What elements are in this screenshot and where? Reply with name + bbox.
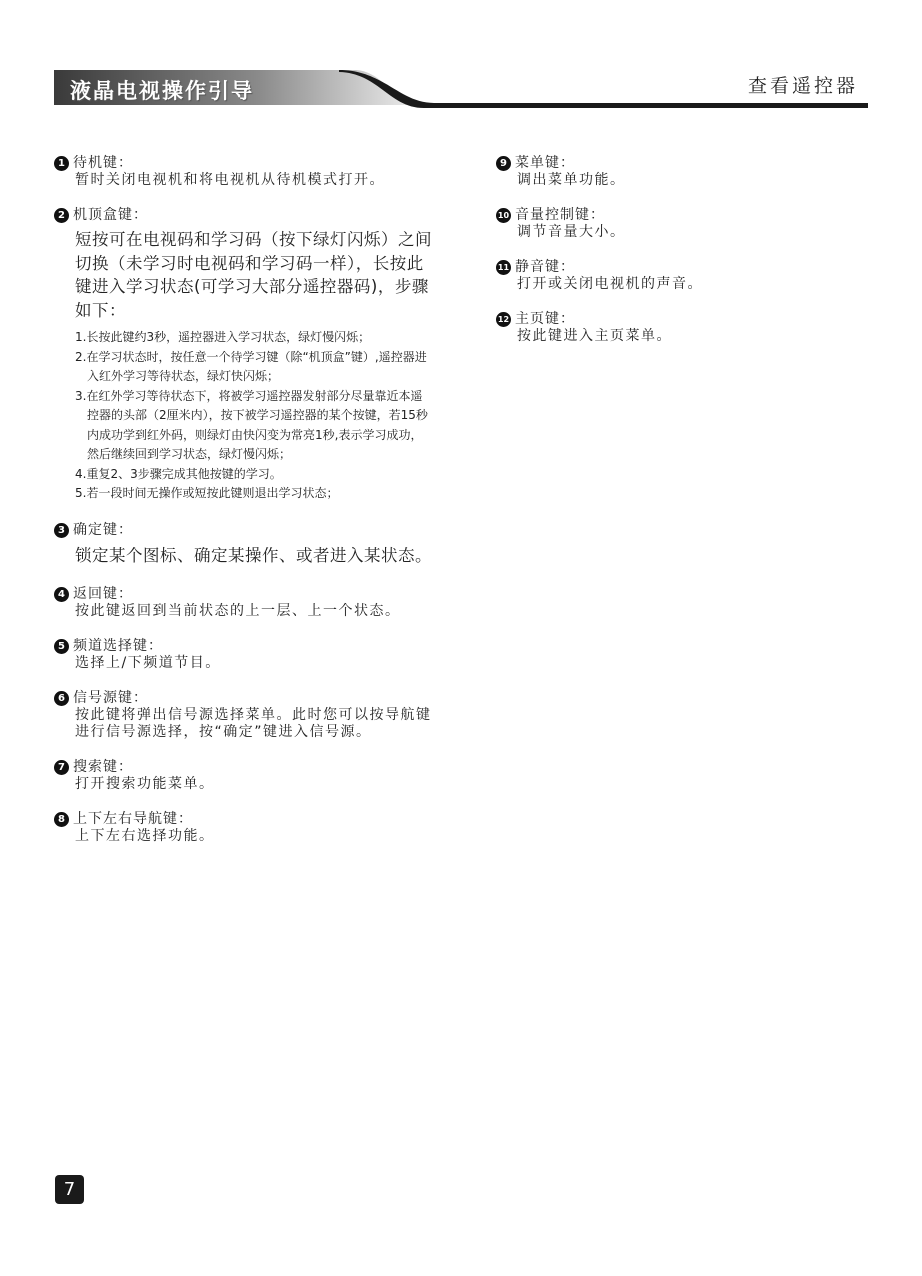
page-header <box>54 70 868 110</box>
key-description: 调节音量大小。 <box>517 224 626 240</box>
left-column <box>54 155 434 863</box>
key-name: 静音键： <box>515 259 575 275</box>
key-description: 按此键返回到当前状态的上一层、上一个状态。 <box>75 602 401 619</box>
key-name: 机顶盒键： <box>73 207 148 223</box>
key-name: 菜单键： <box>515 155 575 171</box>
key-description: 上下左右选择功能。 <box>75 827 215 844</box>
key-description: 打开或关闭电视机的声音。 <box>517 276 703 292</box>
right-column <box>496 155 856 363</box>
number-badge: 5 <box>54 639 69 654</box>
step-item: 1.长按此键约3秒，遥控器进入学习状态，绿灯慢闪烁； <box>75 330 371 344</box>
page-number: 7 <box>55 1175 84 1204</box>
number-badge: 1 <box>54 156 69 171</box>
number-badge: 10 <box>496 208 511 223</box>
number-badge: 11 <box>496 260 511 275</box>
step-item: 3.在红外学习等待状态下，将被学习遥控器发射部分尽量靠近本遥控器的头部（2厘米内），按下被学习遥控器的某个按键，若15秒内成功学到红外码，则绿灯由快闪变为常亮1秒,表示学习成功，然后继续回到学习状态，绿灯慢闪烁； <box>75 388 428 461</box>
document-title: 液晶电视操作引导 <box>70 79 254 103</box>
key-item-ok <box>54 522 434 568</box>
number-badge: 4 <box>54 587 69 602</box>
key-name: 主页键： <box>515 311 575 327</box>
key-item-search <box>54 759 434 793</box>
key-name: 音量控制键： <box>515 207 605 223</box>
key-name: 上下左右导航键： <box>73 810 193 827</box>
number-badge: 3 <box>54 523 69 538</box>
key-name: 搜索键： <box>73 758 133 775</box>
key-item-back <box>54 586 434 620</box>
key-description: 打开搜索功能菜单。 <box>75 775 215 792</box>
key-item-source <box>54 690 434 741</box>
key-item-stb <box>54 207 434 504</box>
number-badge: 12 <box>496 312 511 327</box>
number-badge: 6 <box>54 691 69 706</box>
key-name: 待机键： <box>73 155 133 171</box>
step-item: 5.若一段时间无操作或短按此键则退出学习状态； <box>75 486 339 500</box>
key-item-standby <box>54 155 434 189</box>
key-description: 暂时关闭电视机和将电视机从待机模式打开。 <box>75 172 385 188</box>
learning-steps <box>75 328 434 504</box>
step-item: 2.在学习状态时，按任意一个待学习键（除“机顶盒”键）,遥控器进入红外学习等待状态，绿灯快闪烁； <box>75 349 427 383</box>
key-description: 按此键进入主页菜单。 <box>517 328 672 344</box>
key-item-home <box>496 311 856 345</box>
key-name: 返回键： <box>73 585 133 602</box>
key-name: 频道选择键： <box>73 637 163 654</box>
key-description: 锁定某个图标、确定某操作、或者进入某状态。 <box>75 545 432 565</box>
number-badge: 8 <box>54 812 69 827</box>
number-badge: 9 <box>496 156 511 171</box>
key-description: 短按可在电视码和学习码（按下绿灯闪烁）之间切换（未学习时电视码和学习码一样），长按此键进入学习状态(可学习大部分遥控器码)，步骤如下： <box>75 230 432 320</box>
key-description: 按此键将弹出信号源选择菜单。此时您可以按导航键进行信号源选择，按“确定”键进入信号源。 <box>75 706 432 740</box>
key-item-navigation <box>54 811 434 845</box>
key-item-volume <box>496 207 856 241</box>
key-name: 信号源键： <box>73 689 148 706</box>
key-item-channel <box>54 638 434 672</box>
key-description: 调出菜单功能。 <box>517 172 626 188</box>
number-badge: 7 <box>54 760 69 775</box>
number-badge: 2 <box>54 208 69 223</box>
key-description: 选择上/下频道节目。 <box>75 654 221 671</box>
section-title: 查看遥控器 <box>747 75 858 97</box>
step-item: 4.重复2、3步骤完成其他按键的学习。 <box>75 466 282 481</box>
key-name: 确定键： <box>73 521 133 538</box>
key-item-menu <box>496 155 856 189</box>
key-item-mute <box>496 259 856 293</box>
